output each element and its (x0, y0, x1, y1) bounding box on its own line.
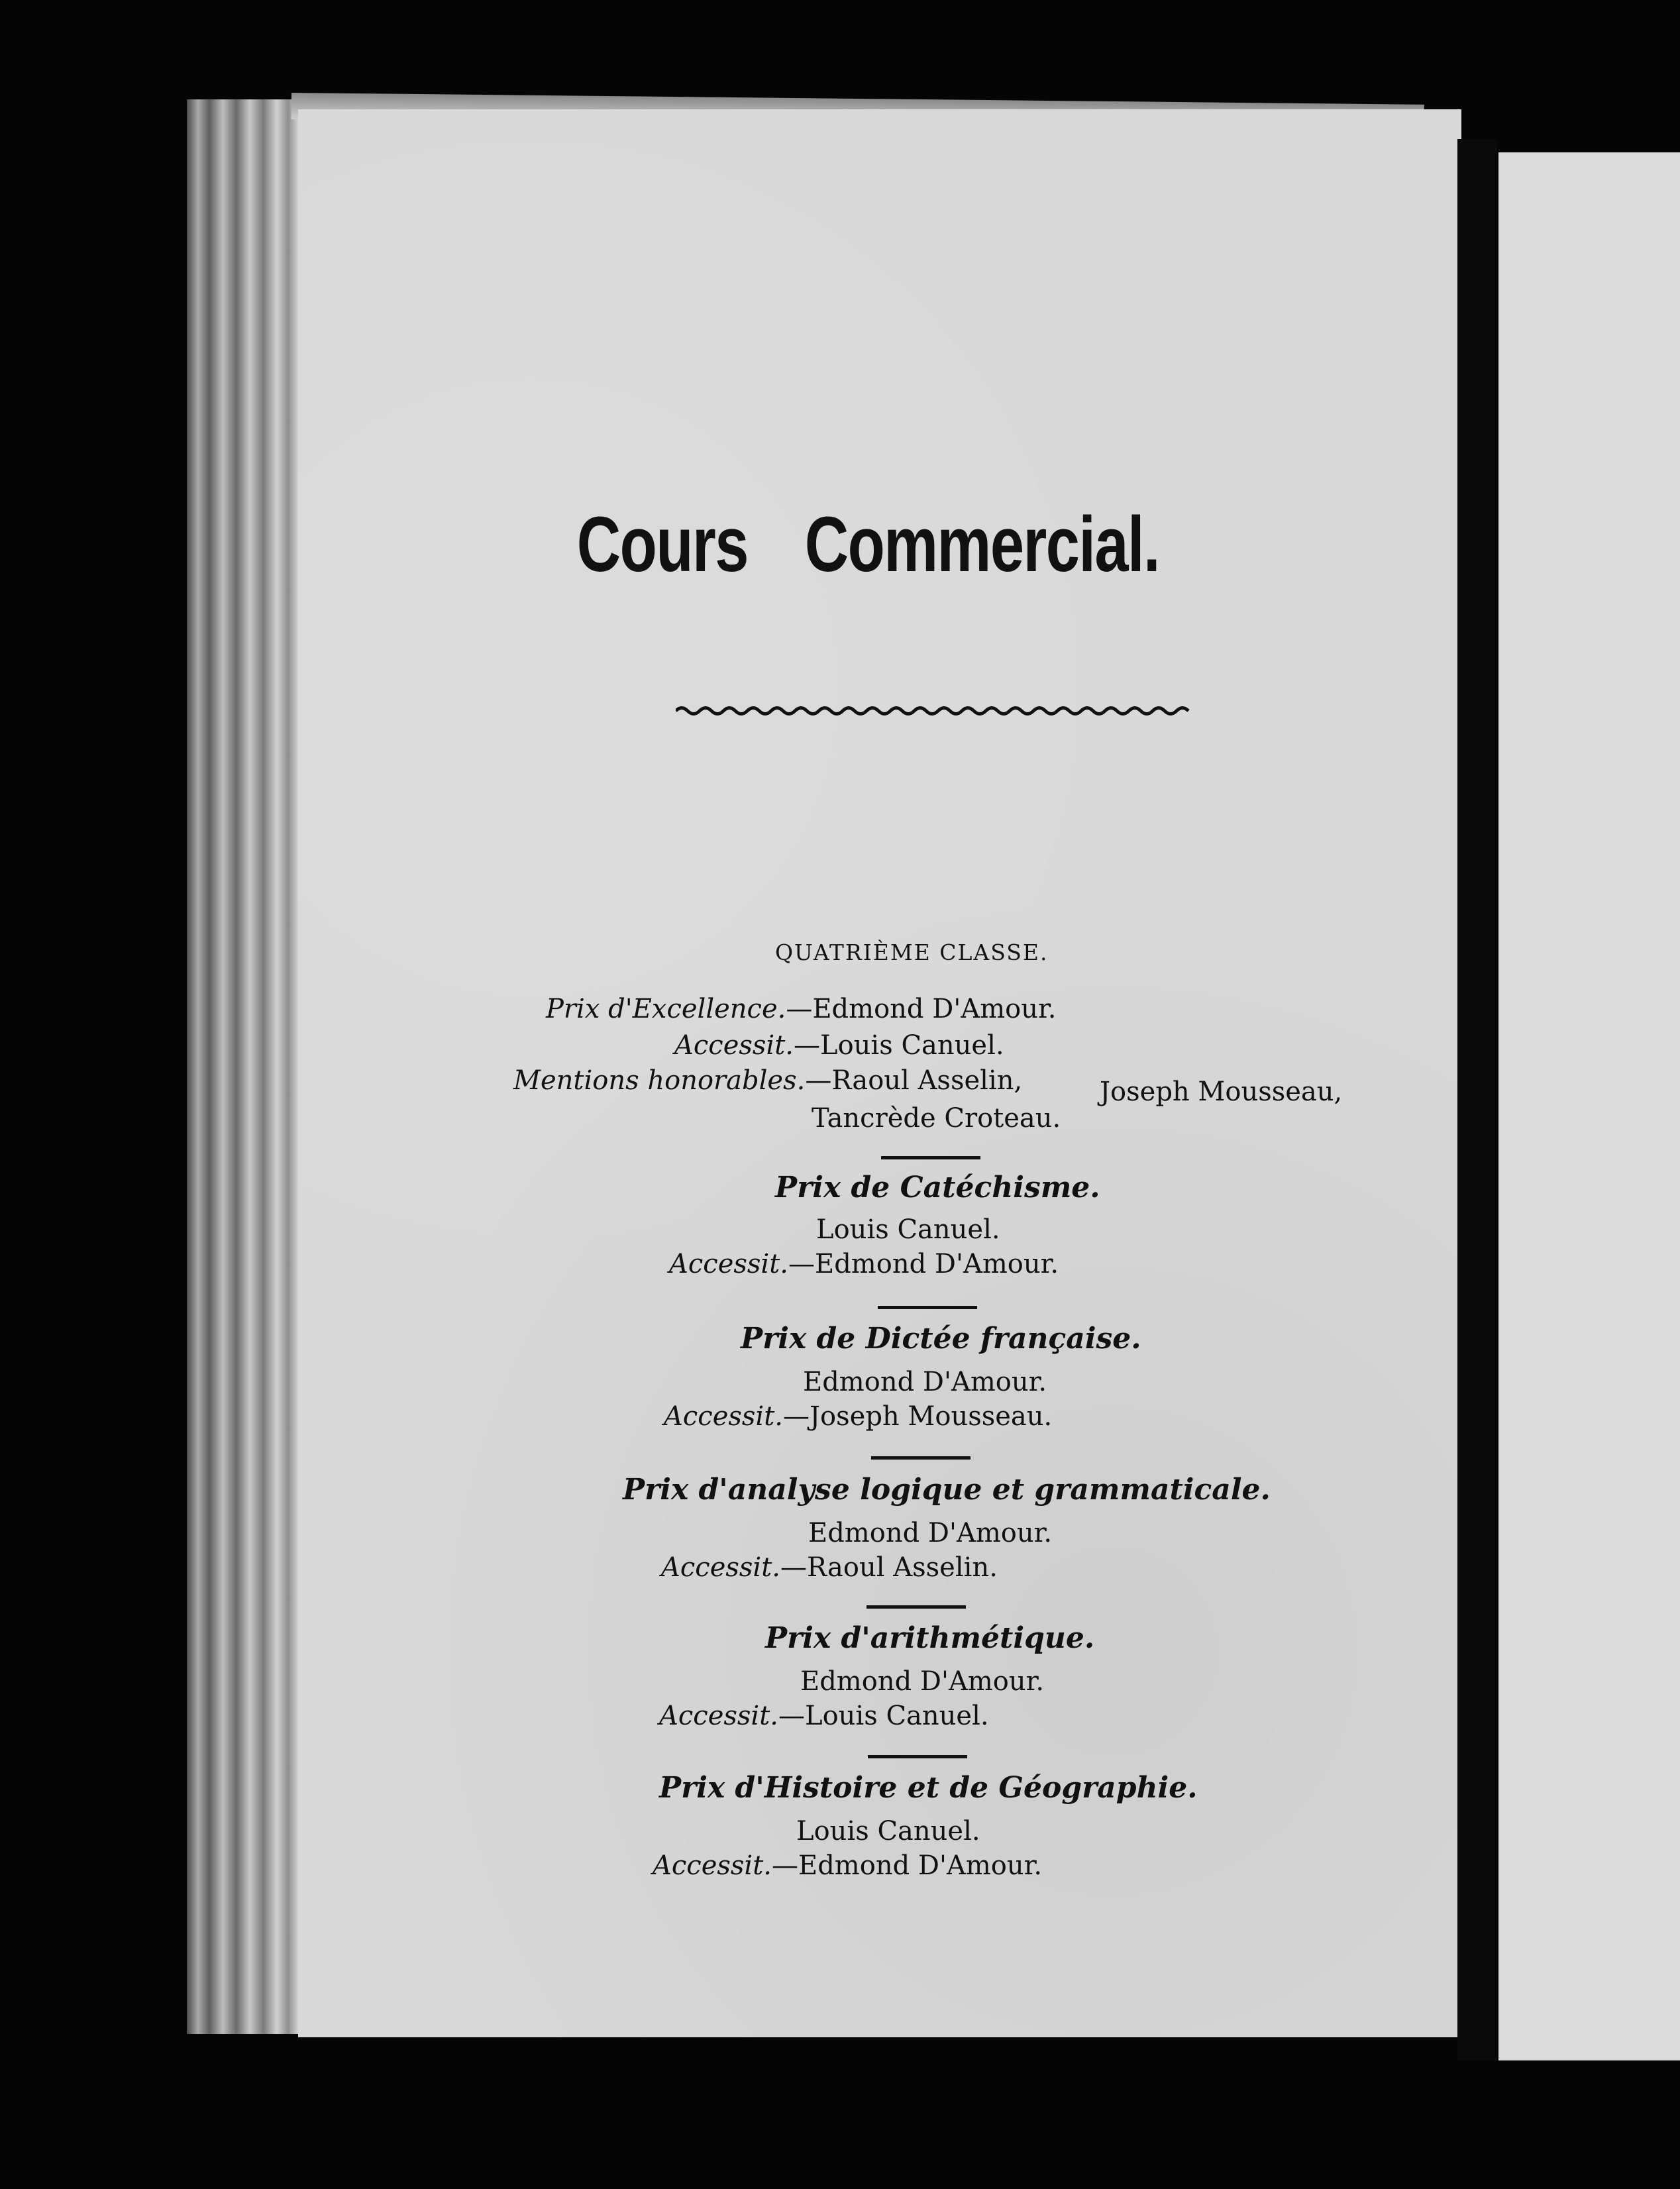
accessit-label: Accessit. (661, 1552, 780, 1583)
section-rule (866, 1605, 966, 1609)
mentions-line (513, 1065, 1022, 1096)
page-stack-edge (187, 99, 299, 2034)
prize-title: Prix d'arithmétique. (765, 1621, 1095, 1655)
prize-accessit-line (669, 1249, 1059, 1279)
prize-title: Prix d'Histoire et de Géographie. (659, 1771, 1198, 1805)
mentions-label: Mentions honorables. (513, 1065, 806, 1096)
prize-accessit-line (661, 1552, 998, 1583)
excellence-line (546, 994, 1056, 1024)
prize-accessit-line (664, 1401, 1052, 1432)
prize-winner: Edmond D'Amour. (808, 1518, 1053, 1548)
prize-accessit-line (659, 1701, 989, 1731)
section-rule (878, 1306, 977, 1309)
prize-title: Prix de Dictée française. (741, 1322, 1141, 1356)
accessit-winner: —Edmond D'Amour. (788, 1249, 1059, 1279)
facing-page (1498, 152, 1680, 2060)
title-word-commercial: Commercial. (804, 501, 1159, 588)
accessit-winner: —Raoul Asselin. (780, 1552, 998, 1583)
prize-accessit-line (653, 1850, 1042, 1881)
accessit-label: Accessit. (674, 1030, 794, 1061)
excellence-accessit-line (674, 1030, 1004, 1061)
accessit-winner: —Louis Canuel. (778, 1701, 989, 1731)
accessit-winner: —Louis Canuel. (794, 1030, 1004, 1061)
title-word-cours: Cours (576, 501, 748, 588)
accessit-label: Accessit. (659, 1701, 778, 1731)
page-content (298, 109, 1461, 2037)
mentions-third: Tancrède Croteau. (812, 1103, 1061, 1134)
section-rule (881, 1156, 980, 1159)
accessit-winner: —Joseph Mousseau. (783, 1401, 1053, 1432)
prize-winner: Louis Canuel. (796, 1816, 980, 1846)
prize-title: Prix d'analyse logique et grammaticale. (623, 1473, 1271, 1507)
section-rule (868, 1755, 967, 1758)
prize-title: Prix de Catéchisme. (775, 1171, 1100, 1204)
decorative-wavy-rule (676, 701, 1199, 721)
excellence-label: Prix d'Excellence. (546, 994, 786, 1024)
accessit-label: Accessit. (653, 1850, 772, 1881)
section-rule (871, 1456, 971, 1460)
prize-winner: Edmond D'Amour. (800, 1666, 1045, 1697)
mentions-second: Joseph Mousseau, (1100, 1077, 1343, 1107)
accessit-winner: —Edmond D'Amour. (772, 1850, 1043, 1881)
mentions-first: —Raoul Asselin, (805, 1065, 1023, 1096)
class-heading: QUATRIÈME CLASSE. (775, 939, 1049, 965)
page-title (488, 501, 1159, 588)
accessit-label: Accessit. (669, 1249, 788, 1279)
book-gutter (1457, 139, 1497, 2060)
accessit-label: Accessit. (664, 1401, 783, 1432)
prize-winner: Louis Canuel. (816, 1214, 1000, 1245)
prize-winner: Edmond D'Amour. (803, 1367, 1047, 1397)
excellence-winner: —Edmond D'Amour. (786, 994, 1057, 1024)
